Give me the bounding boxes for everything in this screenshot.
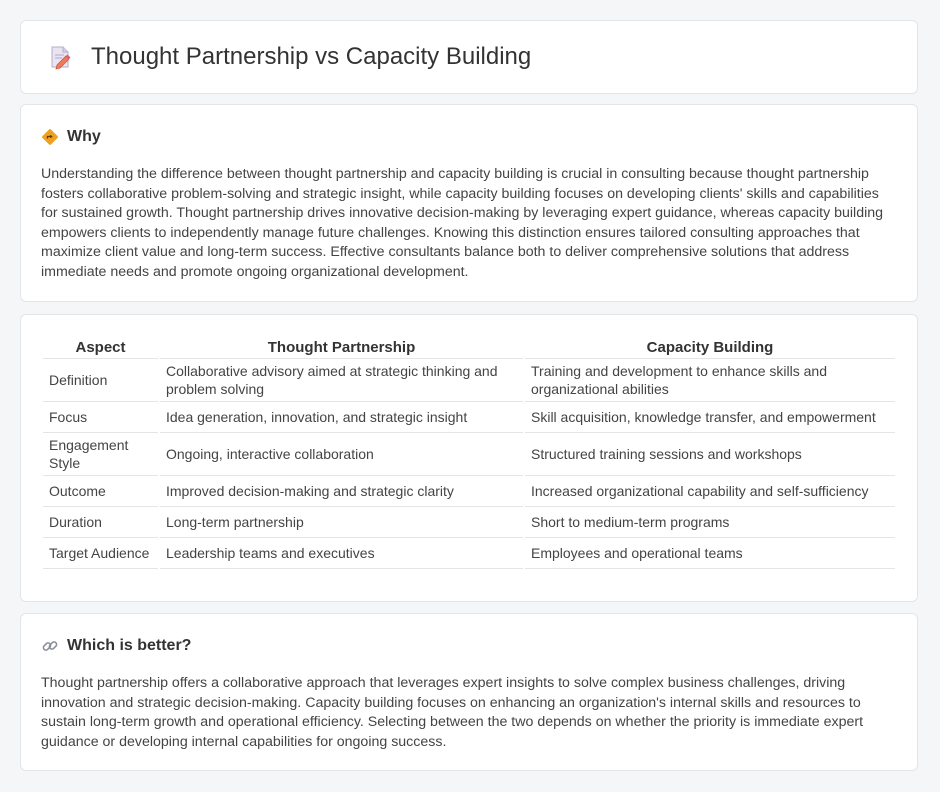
page-title: Thought Partnership vs Capacity Building xyxy=(91,43,532,70)
table-row xyxy=(43,538,895,569)
why-section xyxy=(20,104,918,302)
table-cell: Employees and operational teams xyxy=(525,538,895,569)
why-heading xyxy=(41,127,897,147)
column-header-aspect: Aspect xyxy=(43,335,158,359)
table-row xyxy=(43,359,895,402)
which-is-better-section xyxy=(20,613,918,771)
table-cell: Engagement Style xyxy=(43,433,158,476)
table-cell: Long-term partnership xyxy=(160,507,523,538)
column-header-thought-partnership: Thought Partnership xyxy=(160,335,523,359)
which-is-better-heading xyxy=(41,636,897,656)
which-is-better-text: Thought partnership offers a collaborative approach that leverages expert insights to solve complex business challenges, driving innovation and strategic decision-making. Capacity building focuses on enhancing an organization's internal skills and resources to sustain long-term growth and operational efficiency. Selecting between the two depends on whether the priority is immediate expert guidance or developing internal capabilities for ongoing success. xyxy=(41,675,864,750)
comparison-section xyxy=(20,314,918,602)
table-cell: Idea generation, innovation, and strategic insight xyxy=(160,402,523,433)
table-cell: Target Audience xyxy=(43,538,158,569)
table-cell: Outcome xyxy=(43,476,158,507)
table-cell: Collaborative advisory aimed at strategic thinking and problem solving xyxy=(160,359,523,402)
table-cell: Leadership teams and executives xyxy=(160,538,523,569)
table-cell: Structured training sessions and workshops xyxy=(525,433,895,476)
diamond-signpost-icon xyxy=(41,128,59,146)
link-icon xyxy=(41,637,59,655)
header-card xyxy=(20,20,918,94)
table-cell: Focus xyxy=(43,402,158,433)
table-cell: Improved decision-making and strategic clarity xyxy=(160,476,523,507)
which-is-better-title: Which is better? xyxy=(67,637,192,654)
why-text: Understanding the difference between thought partnership and capacity building is crucial in consulting because thought partnership fosters collaborative problem-solving and strategic insight, while capacity building focuses on developing clients' skills and capabilities for sustained growth. Thought partnership drives innovative decision-making by leveraging expert guidance, whereas capacity building empowers clients to independently manage future challenges. Knowing this distinction ensures tailored consulting approaches that maximize client value and long-term success. Effective consultants balance both to deliver comprehensive solutions that address immediate needs and promote ongoing organizational development. xyxy=(41,166,884,280)
table-header-row xyxy=(43,335,895,359)
table-cell: Short to medium-term programs xyxy=(525,507,895,538)
document-edit-icon xyxy=(47,44,73,70)
table-row xyxy=(43,433,895,476)
column-header-capacity-building: Capacity Building xyxy=(525,335,895,359)
table-cell: Duration xyxy=(43,507,158,538)
comparison-table xyxy=(41,335,897,569)
table-row xyxy=(43,507,895,538)
table-cell: Definition xyxy=(43,359,158,402)
table-cell: Training and development to enhance skills and organizational abilities xyxy=(525,359,895,402)
table-cell: Increased organizational capability and self-sufficiency xyxy=(525,476,895,507)
table-row xyxy=(43,476,895,507)
why-title: Why xyxy=(67,128,101,145)
table-row xyxy=(43,402,895,433)
table-cell: Skill acquisition, knowledge transfer, and empowerment xyxy=(525,402,895,433)
table-cell: Ongoing, interactive collaboration xyxy=(160,433,523,476)
